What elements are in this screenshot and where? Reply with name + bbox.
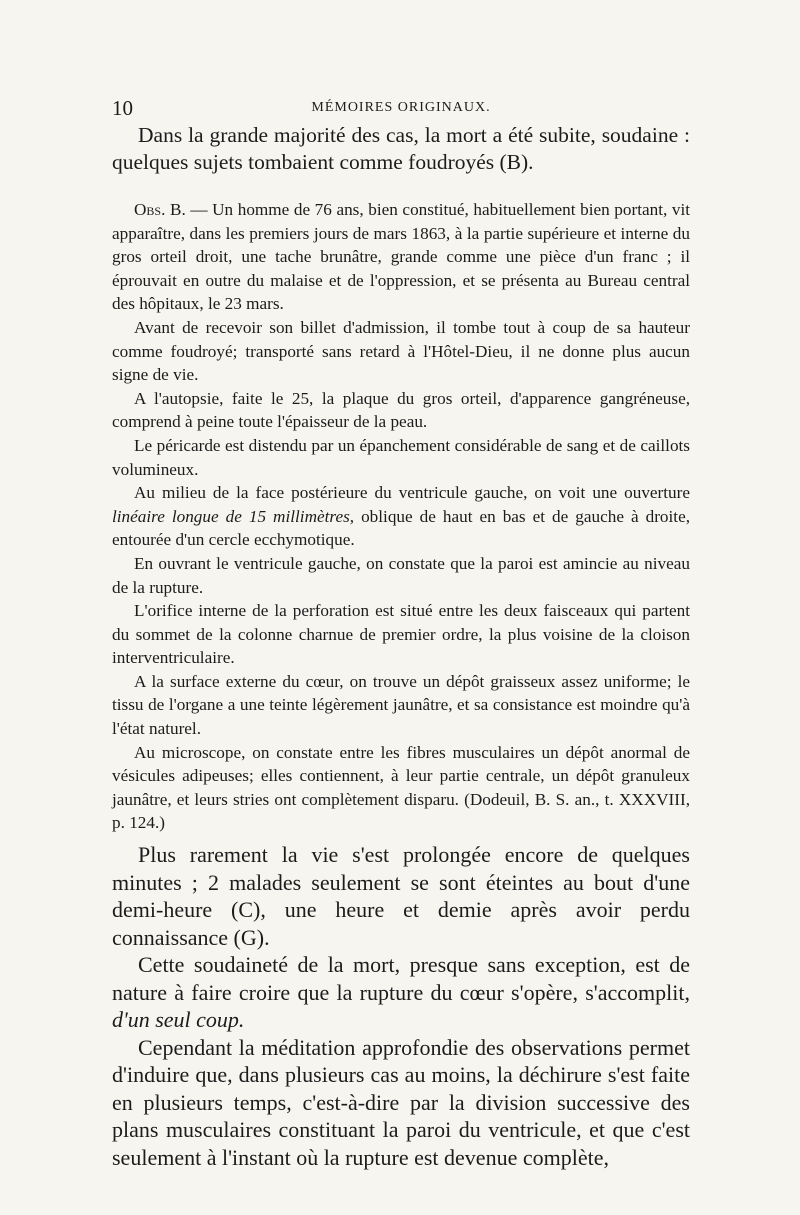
obs-paragraph-6: En ouvrant le ventricule gauche, on constate que la paroi est amincie au niveau de la rupture. bbox=[112, 553, 690, 597]
running-head bbox=[112, 92, 690, 122]
running-title: MÉMOIRES ORIGINAUX. bbox=[311, 100, 491, 115]
obs-dash: — bbox=[185, 200, 213, 219]
obs-paragraph-8: A la surface externe du cœur, on trouve un dépôt graisseux assez uniforme; le tissu de l'organe a une teinte légèrement jaunâtre, et sa consistance est moindre qu'à l'état naturel. bbox=[112, 671, 690, 739]
body-p2-main: Cette soudaineté de la mort, presque sans exception, est de nature à faire croire que la rupture du cœur s'opère, s'accomplit, bbox=[112, 952, 690, 1005]
milieu-italic: linéaire longue de 15 millimètres bbox=[112, 506, 350, 526]
obs-paragraph-3: A l'autopsie, faite le 25, la plaque du gros orteil, d'apparence gangréneuse, comprend à peine toute l'épaisseur de la peau. bbox=[112, 388, 690, 432]
obs-paragraph-1 bbox=[112, 198, 690, 316]
obs-paragraph-9: Au microscope, on constate entre les fibres musculaires un dépôt anormal de vésicules adipeuses; elles contiennent, à leur partie centrale, un dépôt granuleux jaunâtre, et leurs stries ont complètement disparu. (Dodeuil, B. S. an., t. XXXVIII, p. 124.) bbox=[112, 742, 690, 833]
milieu-before: Au milieu de la face postérieure du ventricule gauche, on voit une ouverture bbox=[134, 483, 690, 503]
body-p2-italic: d'un seul coup. bbox=[112, 1007, 245, 1033]
body-section bbox=[112, 841, 690, 1171]
milieu-after: , oblique de haut en bas et de gauche à droite, entourée d'un cercle ecchymotique. bbox=[112, 506, 690, 550]
obs-text-1: Un homme de 76 ans, bien constitué, habituellement bien portant, vit apparaître, dans les premiers jours de mars 1863, à la partie supérieure et interne du gros orteil droit, une tache brunâtre, grande comme une pièce d'un franc ; il éprouvait en outre du malaise et de l'oppression, et se présenta au Bureau central des hôpitaux, le 23 mars. bbox=[112, 200, 690, 314]
obs-paragraph-7: L'orifice interne de la perforation est situé entre les deux faisceaux qui partent du sommet de la colonne charnue de premier ordre, la plus voisine de la cloison interventriculaire. bbox=[112, 601, 690, 668]
body-paragraph-2 bbox=[112, 951, 690, 1034]
intro-paragraph: Dans la grande majorité des cas, la mort a été subite, soudaine : quelques sujets tombaient comme foudroyés (B). bbox=[112, 123, 690, 174]
obs-paragraph-2: Avant de recevoir son billet d'admission, il tombe tout à coup de sa hauteur comme foudroyé; transporté sans retard à l'Hôtel-Dieu, il ne donne plus aucun signe de vie. bbox=[112, 317, 690, 385]
obs-paragraph-5 bbox=[112, 481, 690, 552]
body-paragraph-1: Plus rarement la vie s'est prolongée encore de quelques minutes ; 2 malades seulement se sont éteintes au bout d'une demi-heure (C), une heure et demie après avoir perdu connaissance (G). bbox=[112, 842, 690, 950]
observation-b bbox=[112, 198, 690, 835]
body-paragraph-3: Cependant la méditation approfondie des observations permet d'induire que, dans plusieurs cas au moins, la déchirure s'est faite en plusieurs temps, c'est-à-dire par la division successive des plans musculaires constituant la paroi du ventricule, et que c'est seulement à l'instant où la rupture est devenue complète, bbox=[112, 1034, 690, 1170]
obs-paragraph-4: Le péricarde est distendu par un épanchement considérable de sang et de caillots volumineux. bbox=[112, 435, 690, 479]
page-number: 10 bbox=[112, 96, 133, 120]
page bbox=[112, 92, 690, 1171]
obs-label: Obs. B. bbox=[134, 200, 186, 219]
